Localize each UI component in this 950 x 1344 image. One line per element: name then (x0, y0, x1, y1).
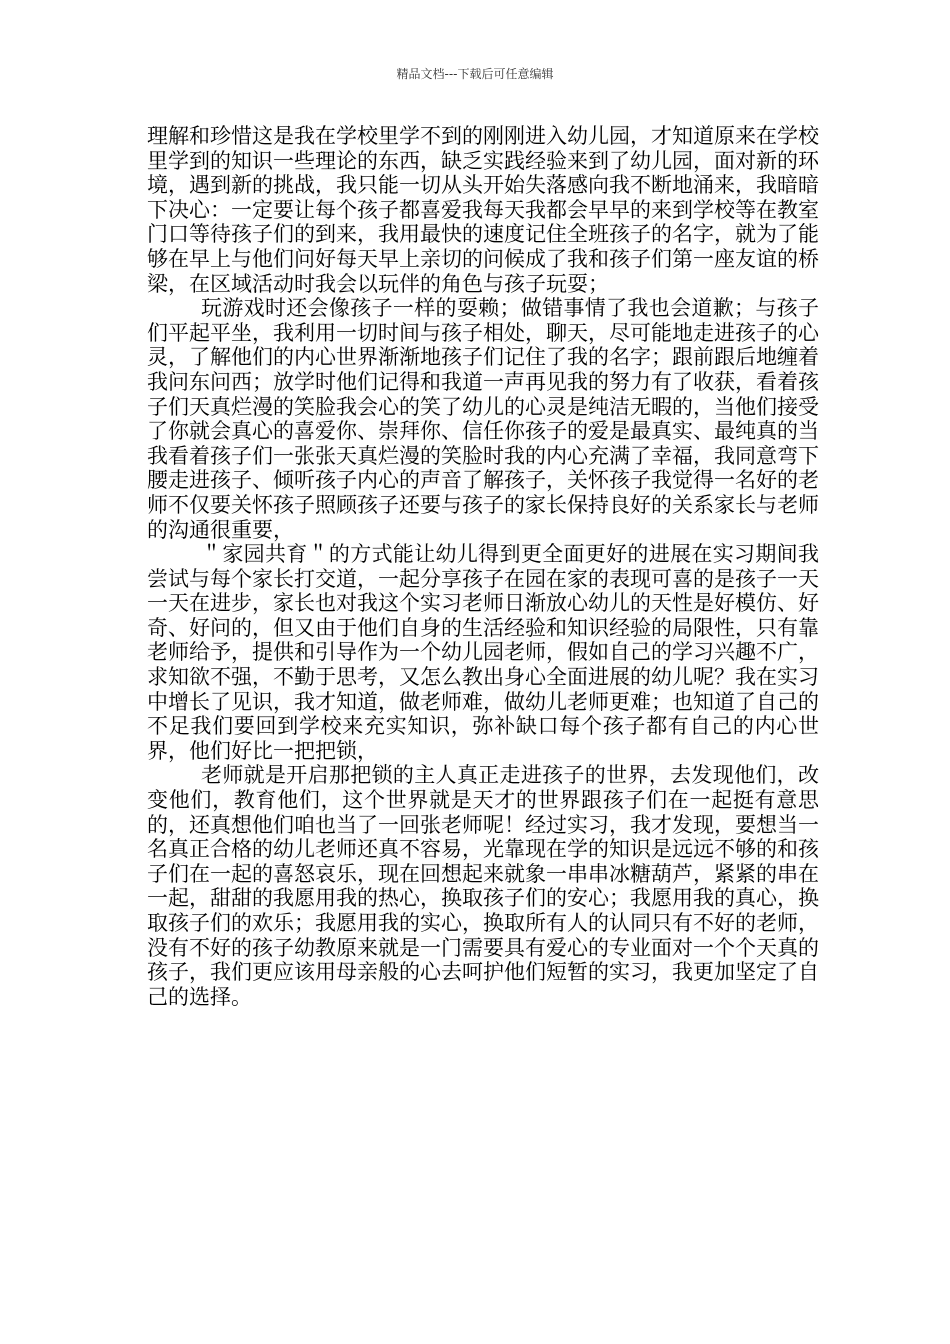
paragraph-3: ＂家园共育＂的方式能让幼儿得到更全面更好的进展在实习期间我尝试与每个家长打交道，一起分享孩子在园在家的表现可喜的是孩子一天一天在进步，家长也对我这个实习老师日渐放心幼儿的天性是好模仿、好奇、好问的，但又由于他们自身的生活经验和知识经验的局限性，只有靠老师给予，提供和引导作为一个幼儿园老师，假如自己的学习兴趣不广，求知欲不强，不勤于思考，又怎么教出身心全面进展的幼儿呢？我在实习中增长了见识，我才知道，做老师难，做幼儿老师更难；也知道了自己的不足我们要回到学校来充实知识，弥补缺口每个孩子都有自己的内心世界，他们好比一把把锁， (147, 542, 819, 763)
document-body (147, 124, 819, 1009)
page-header: 精品文档---下载后可任意编辑 (396, 67, 554, 81)
paragraph-1: 理解和珍惜这是我在学校里学不到的刚刚进入幼儿园，才知道原来在学校里学到的知识一些理论的东西，缺乏实践经验来到了幼儿园，面对新的环境，遇到新的挑战，我只能一切从头开始失落感向我不断地涌来，我暗暗下决心：一定要让每个孩子都喜爱我每天我都会早早的来到学校等在教室门口等待孩子们的到来，我用最快的速度记住全班孩子的名字，就为了能够在早上与他们问好每天早上亲切的问候成了我和孩子们第一座友谊的桥梁，在区域活动时我会以玩伴的角色与孩子玩耍； (147, 124, 819, 296)
paragraph-4: 老师就是开启那把锁的主人真正走进孩子的世界，去发现他们，改变他们，教育他们，这个世界就是天才的世界跟孩子们在一起挺有意思的，还真想他们咱也当了一回张老师呢！经过实习，我才发现，要想当一名真正合格的幼儿老师还真不容易，光靠现在学的知识是远远不够的和孩子们在一起的喜怒哀乐，现在回想起来就象一串串冰糖葫芦，紧紧的串在一起，甜甜的我愿用我的热心，换取孩子们的安心；我愿用我的真心，换取孩子们的欢乐；我愿用我的实心，换取所有人的认同只有不好的老师，没有不好的孩子幼教原来就是一门需要具有爱心的专业面对一个个天真的孩子，我们更应该用母亲般的心去呵护他们短暂的实习，我更加坚定了自己的选择。 (147, 763, 819, 1009)
paragraph-2: 玩游戏时还会像孩子一样的耍赖；做错事情了我也会道歉；与孩子们平起平坐，我利用一切时间与孩子相处，聊天，尽可能地走进孩子的心灵，了解他们的内心世界渐渐地孩子们记住了我的名字；跟前跟后地缠着我问东问西；放学时他们记得和我道一声再见我的努力有了收获，看着孩子们天真烂漫的笑脸我会心的笑了幼儿的心灵是纯洁无暇的，当他们接受了你就会真心的喜爱你、崇拜你、信任你孩子的爱是最真实、最纯真的当我看着孩子们一张张天真烂漫的笑脸时我的内心充满了幸福，我同意弯下腰走进孩子、倾听孩子内心的声音了解孩子，关怀孩子我觉得一名好的老师不仅要关怀孩子照顾孩子还要与孩子的家长保持良好的关系家长与老师的沟通很重要， (147, 296, 819, 542)
